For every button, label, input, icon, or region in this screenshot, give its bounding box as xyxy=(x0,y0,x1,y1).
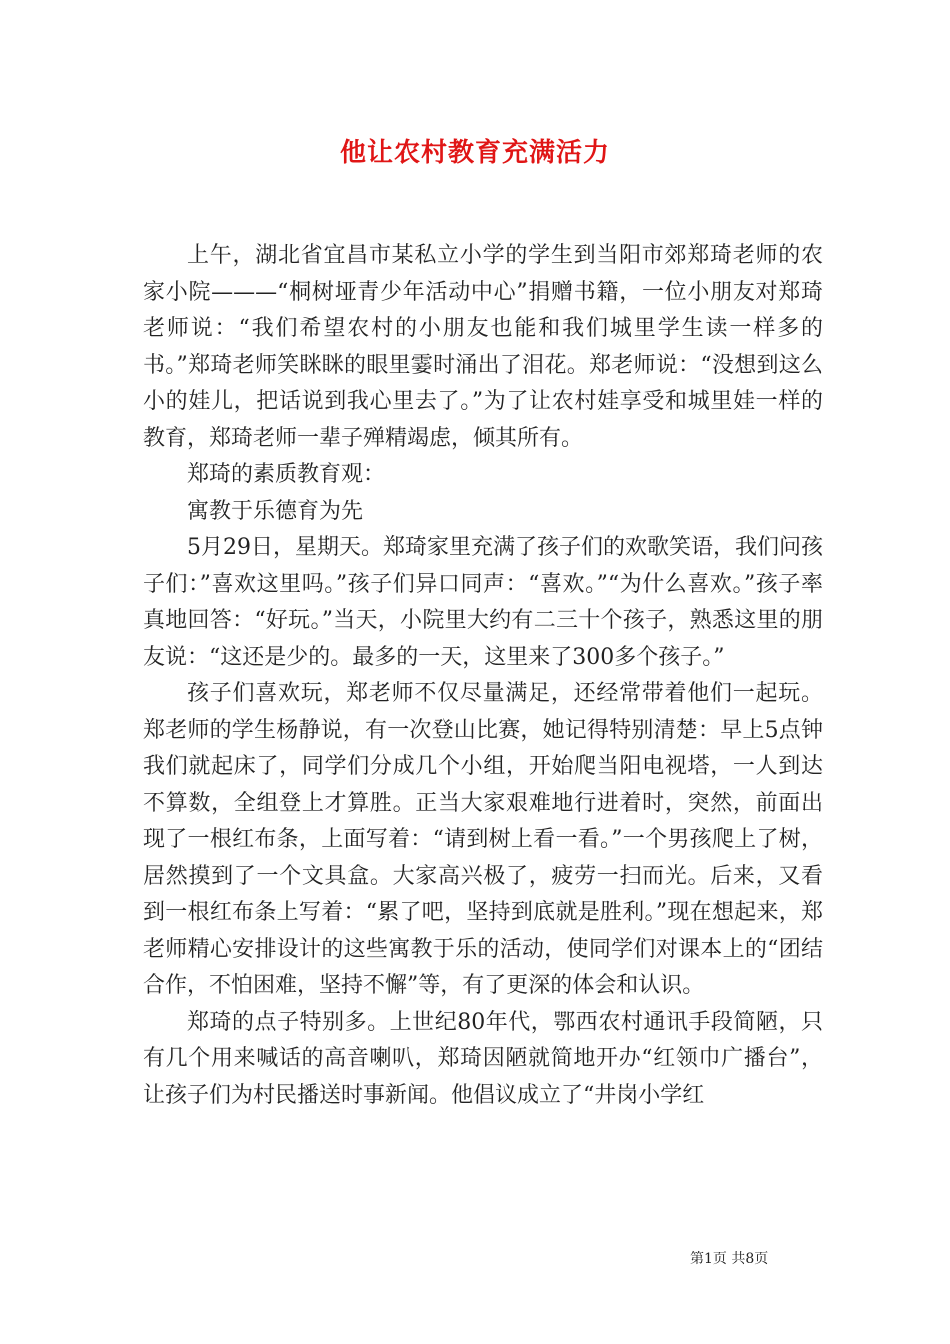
paragraph-mountain-race: 孩子们喜欢玩，郑老师不仅尽量满足，还经常带着他们一起玩。郑老师的学生杨静说，有一次登山比赛，她记得特别清楚：早上5点钟我们就起床了，同学们分成几个小组，开始爬当阳电视塔，一人到达不算数，全组登上才算胜。正当大家艰难地行进着时，突然，前面出现了一根红布条，上面写着：“请到树上看一看。”一个男孩爬上了树，居然摸到了一个文具盒。大家高兴极了，疲劳一扫而光。后来，又看到一根红布条上写着：“累了吧，坚持到底就是胜利。”现在想起来，郑老师精心安排设计的这些寓教于乐的活动，使同学们对课本上的“团结合作，不怕困难，坚持不懈”等，有了更深的体会和认识。 xyxy=(143,681,823,998)
paragraph-heading-education-view: 郑琦的素质教育观： xyxy=(187,462,386,487)
paragraph-intro: 上午，湖北省宜昌市某私立小学的学生到当阳市郊郑琦老师的农家小院———“桐树垭青少年活动中心”捐赠书籍，一位小朋友对郑琦老师说：“我们希望农村的小朋友也能和我们城里学生读一样多的书。”郑琦老师笑眯眯的眼里霎时涌出了泪花。郑老师说：“没想到这么小的娃儿，把话说到我心里去了。”为了让农村娃享受和城里娃一样的教育，郑琦老师一辈子殚精竭虑，倾其所有。 xyxy=(143,243,823,451)
page-number-footer: 第1页 共8页 xyxy=(690,1251,769,1267)
paragraph-may-29: 5月29日，星期天。郑琦家里充满了孩子们的欢歌笑语，我们问孩子们：”喜欢这里吗。”孩子们异口同声：“喜欢。”“为什么喜欢。”孩子率真地回答：“好玩。”当天，小院里大约有二三十个孩子，熟悉这里的朋友说：“这还是少的。最多的一天，这里来了300多个孩子。” xyxy=(143,535,823,670)
paragraph-ideas: 郑琦的点子特别多。上世纪80年代，鄂西农村通讯手段简陋，只有几个用来喊话的高音喇叭，郑琦因陋就简地开办“红领巾广播台”，让孩子们为村民播送时事新闻。他倡议成立了“井岗小学红 xyxy=(143,1009,823,1108)
paragraph-subheading: 寓教于乐德育为先 xyxy=(187,498,364,524)
document-title: 他让农村教育充满活力 xyxy=(339,138,610,168)
document-body xyxy=(143,238,823,1114)
